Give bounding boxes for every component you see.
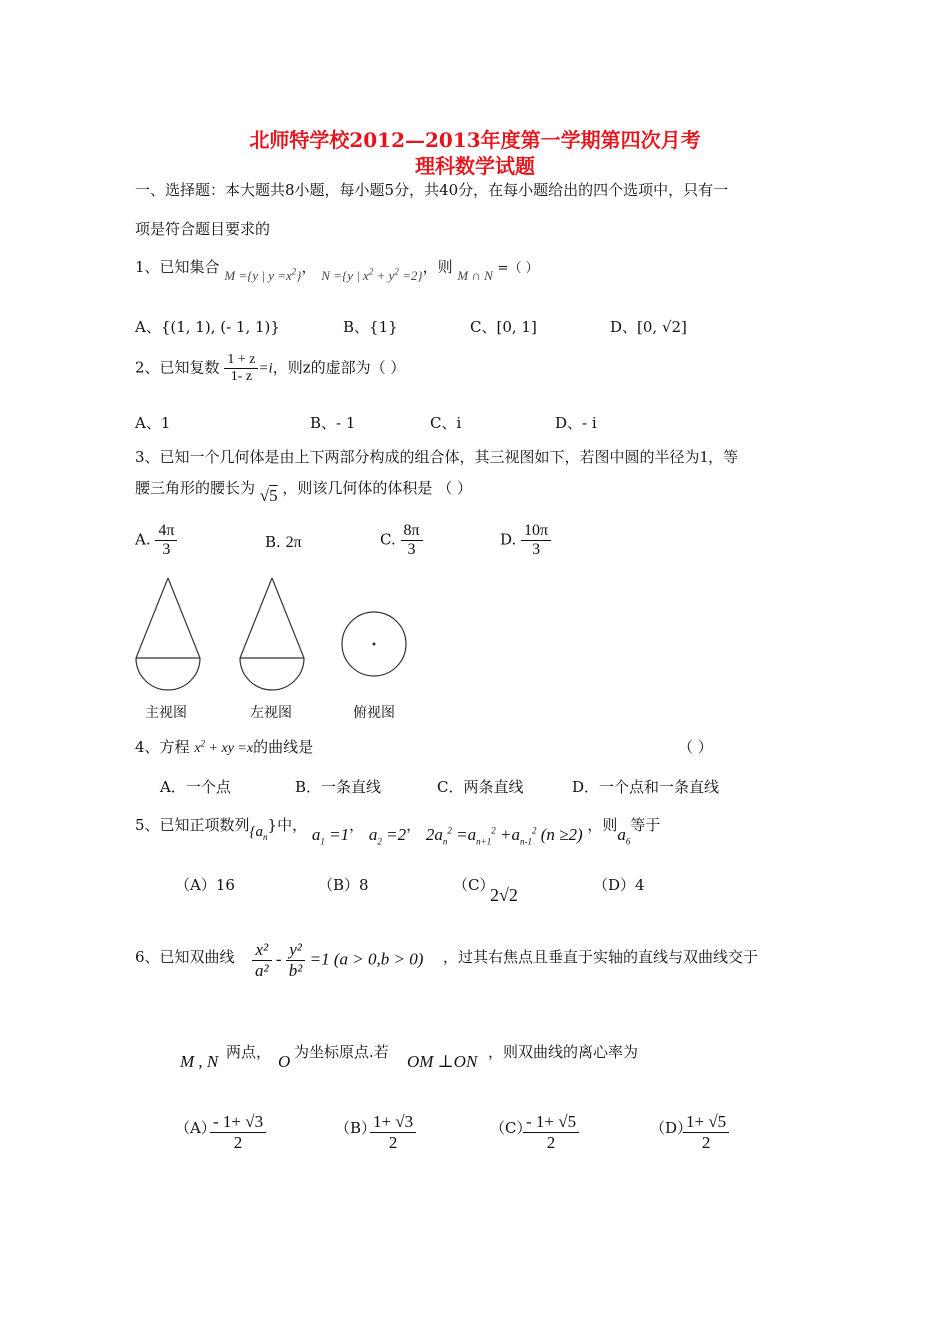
q1-set-n: N ={y | $x^2 + y^2 =2$} <box>321 266 423 283</box>
q4-equation: $x^2$ + xy =x <box>194 738 254 756</box>
q6-mn: M , N <box>180 1052 219 1071</box>
q3-option-a-num: 4π <box>155 522 177 541</box>
q1-sep: ， <box>301 258 317 276</box>
q6-frac-y-den: b² <box>288 961 303 980</box>
q3-line2-end: ，则该几何体的体积是 （ ） <box>282 479 472 497</box>
page-title: 北师特学校2012—2013年度第一学期第四次月考 <box>249 128 701 152</box>
q6-line2-b: 为坐标原点.若 <box>294 1043 389 1061</box>
q6-option-d-den: 2 <box>701 1133 711 1152</box>
q3-option-a <box>135 522 177 559</box>
q3-option-c-label: C. <box>380 530 396 549</box>
q5-option-d: （D）4 <box>593 876 645 894</box>
q3-option-b <box>265 533 302 552</box>
q4-suffix: 的曲线是 <box>253 738 314 756</box>
q6-eq-tail: =1 (a > 0,b > 0) <box>309 949 424 969</box>
q6-frac-y-num: y² <box>286 940 306 961</box>
q5-option-c: （C） <box>453 876 495 894</box>
q6-option-d-num: 1+ √5 <box>683 1112 729 1133</box>
section-intro-line1: 一、选择题：本大题共8小题，每小题5分，共40分，在每小题给出的四个选项中，只有一 <box>135 181 729 199</box>
q3-line2 <box>135 477 472 505</box>
q4-prefix: 4、方程 <box>135 738 190 756</box>
q6-option-a <box>210 1112 266 1153</box>
q5-then: ，则 <box>587 816 618 834</box>
q5-option-a: （A）16 <box>175 876 235 894</box>
q6-line2-c: ，则双曲线的离心率为 <box>488 1043 639 1061</box>
q5-a1: $a_1 =1$ <box>311 825 350 847</box>
q4-option-c: C．两条直线 <box>437 778 524 796</box>
q6-frac-x <box>252 940 272 981</box>
q4-option-d: D．一个点和一条直线 <box>572 778 720 796</box>
q2-option-a: A、1 <box>135 414 171 432</box>
q4-option-a: A．一个点 <box>160 778 231 796</box>
q2-option-c: C、i <box>430 414 462 432</box>
page-subtitle: 理科数学试题 <box>415 154 535 178</box>
q5-seq: {$a_n$ <box>249 824 268 842</box>
q3-option-c <box>380 522 423 559</box>
q6-option-a-label: （A） <box>175 1119 216 1137</box>
q2-option-b: B、- 1 <box>310 414 356 432</box>
q6-o: O <box>278 1052 291 1071</box>
q2-frac-den: 1- z <box>230 369 253 384</box>
q6-line2-a: 两点， <box>226 1043 272 1061</box>
q6-line1 <box>135 946 235 967</box>
section-intro-line2: 项是符合题目要求的 <box>135 220 271 238</box>
q1-paren: =（ ） <box>497 261 539 276</box>
q3-sqrt: √5 <box>259 486 278 505</box>
q6-option-d-label: （D） <box>650 1119 693 1137</box>
q1-option-c: C、[0, 1] <box>470 318 537 336</box>
q4-option-b: B．一条直线 <box>295 778 382 796</box>
q1-stem <box>135 256 539 283</box>
q6-hyperbola-equation: $\frac{\text{x²}}{\text{a²}}$ - $\frac{\text{y²}}{\text{b²}}$ =1 (a > 0,b > 0) <box>252 940 423 981</box>
q6-option-c-label: （C） <box>490 1119 532 1137</box>
side-view <box>240 578 304 690</box>
q5-option-b: （B）8 <box>318 876 369 894</box>
q2-eq-i: =i <box>258 360 273 377</box>
q1-set-m: M ={y | $y =x^2$} <box>224 266 302 283</box>
q1-option-a: A、{(1, 1), (- 1, 1)} <box>135 318 280 336</box>
q4-paren: （ ） <box>678 738 713 756</box>
q3-line1-end: ，等 <box>708 448 739 466</box>
q2-frac-num: 1 + z <box>224 352 258 369</box>
q1-prefix: 1、已知集合 <box>135 258 220 276</box>
q6-option-c-num: - 1+ √5 <box>523 1112 579 1133</box>
q6-option-c-den: 2 <box>546 1133 556 1152</box>
q3-three-views-figure <box>120 570 440 700</box>
q6-frac-x-num: x² <box>252 940 272 961</box>
q3-option-d <box>500 522 551 559</box>
q3-option-d-label: D. <box>500 530 517 549</box>
q1-option-b: B、{1} <box>343 318 398 336</box>
q6-option-a-num: - 1+ √3 <box>210 1112 266 1133</box>
q2-prefix: 2、已知复数 <box>135 358 220 377</box>
q5-a6: $a_6$ <box>617 825 631 847</box>
q3-option-d-frac <box>521 522 551 559</box>
q3-option-d-num: 10π <box>521 522 551 541</box>
q3-option-b-label: B. <box>265 533 281 551</box>
q6-option-b <box>370 1112 416 1153</box>
q3-sqrt-value: 5 <box>269 486 278 505</box>
q6-option-a-den: 2 <box>233 1133 243 1152</box>
q2-fraction <box>224 352 258 385</box>
q1-option-d: D、[0, √2] <box>610 318 687 336</box>
q6-option-d <box>683 1112 729 1153</box>
q2-option-d: D、- i <box>555 414 597 432</box>
q6-frac-x-den: a² <box>255 961 269 980</box>
q6-line1-suffix: ，过其右焦点且垂直于实轴的直线与双曲线交于 <box>443 948 759 966</box>
q3-line2-text: 腰三角形的腰长为 <box>135 479 256 497</box>
top-view-label: 俯视图 <box>353 704 395 720</box>
q3-option-c-den: 3 <box>407 541 416 558</box>
q6-perp: OM ⊥ON <box>407 1052 478 1071</box>
q3-radius: 1 <box>699 447 709 466</box>
q3-option-c-num: 8π <box>401 522 423 541</box>
q1-intersect: M ∩ N <box>457 268 493 283</box>
top-view-center-dot <box>373 643 376 646</box>
q6-frac-y <box>286 940 306 981</box>
q5-prefix: 5、已知正项数列 <box>135 816 250 834</box>
q6-option-b-num: 1+ √3 <box>370 1112 416 1133</box>
q1-then: ，则 <box>422 258 453 276</box>
front-view-label: 主视图 <box>145 704 187 720</box>
q3-line1 <box>135 446 738 467</box>
q5-relation: $2a_n^2 =a_{n+1}^2 +a_{n-1}^2$ (n ≥2) <box>425 825 583 847</box>
q5-mid: }中， <box>267 816 308 834</box>
q3-option-a-den: 3 <box>162 541 171 558</box>
q6-option-b-label: （B） <box>335 1119 377 1137</box>
q3-option-b-value: 2π <box>285 534 302 551</box>
q4-stem <box>135 736 313 757</box>
q2-stem <box>135 352 405 385</box>
q3-option-a-label: A. <box>135 530 151 549</box>
q5-suffix: 等于 <box>630 816 661 834</box>
q6-option-c <box>523 1112 579 1153</box>
q3-line1-text: 3、已知一个几何体是由上下两部分构成的组合体，其三视图如下，若图中圆的半径为 <box>135 448 700 466</box>
q5-option-c-value: 2√2 <box>490 885 518 905</box>
q6-prefix: 6、已知双曲线 <box>135 948 235 966</box>
front-view <box>136 578 200 690</box>
q5-a2: $a_2 =2$ <box>368 825 407 847</box>
q3-option-c-frac <box>401 522 423 559</box>
q6-option-b-den: 2 <box>388 1133 398 1152</box>
q3-option-a-frac <box>155 522 177 559</box>
q2-suffix: ，则z的虚部为（ ） <box>272 358 406 377</box>
q3-option-d-den: 3 <box>532 541 541 558</box>
q5-stem: 5、已知正项数列$\{a_n\}$中， $a_1 =1$， $a_2 =2$， $2a_n^2 =a_{n+1}^2 +a_{n-1}^2$ (n ≥2) ，则$a_6$等于 <box>135 816 661 847</box>
side-view-label: 左视图 <box>250 704 292 720</box>
